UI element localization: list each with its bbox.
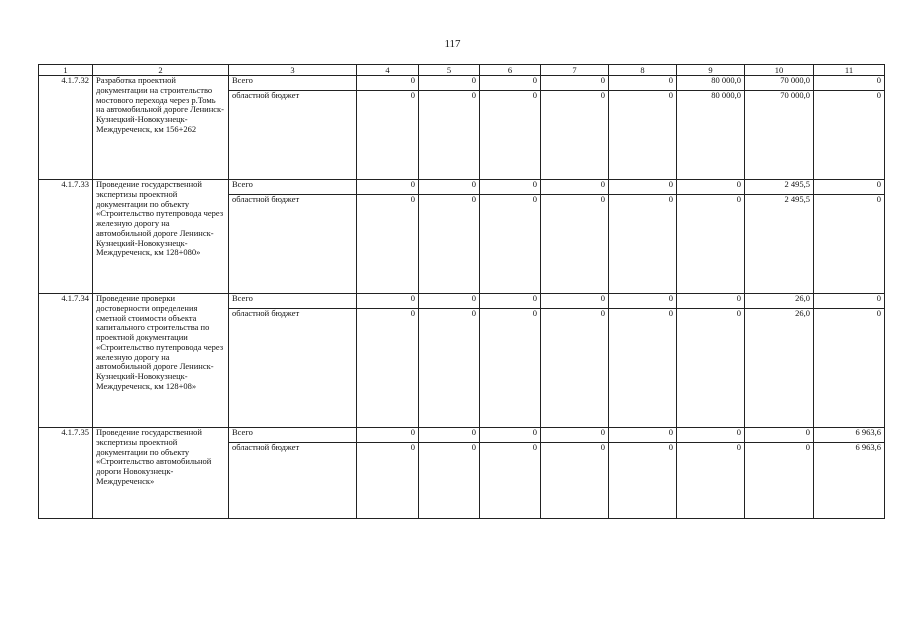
column-header: 8 [609,65,677,76]
funding-source: областной бюджет [229,195,357,294]
value-cell: 0 [480,428,541,443]
value-cell: 0 [677,428,745,443]
funding-source: Всего [229,294,357,309]
value-cell: 0 [609,180,677,195]
value-cell: 0 [541,443,609,519]
value-cell: 0 [541,91,609,180]
value-cell: 0 [480,443,541,519]
column-header: 9 [677,65,745,76]
item-code: 4.1.7.32 [39,76,93,180]
value-cell: 0 [814,180,885,195]
column-header: 10 [745,65,814,76]
value-cell: 0 [814,294,885,309]
item-code: 4.1.7.35 [39,428,93,519]
value-cell: 0 [480,294,541,309]
value-cell: 0 [357,76,419,91]
value-cell: 0 [814,76,885,91]
value-cell: 0 [419,428,480,443]
item-code: 4.1.7.33 [39,180,93,294]
budget-table [38,64,885,519]
value-cell: 0 [541,294,609,309]
funding-source: Всего [229,76,357,91]
value-cell: 0 [541,180,609,195]
value-cell: 0 [357,428,419,443]
item-name: Проведение государственной экспертизы проектной документации по объекту «Строительство автомобильной дороги Новокузнецк-Междуреченск» [93,428,229,519]
value-cell: 0 [609,309,677,428]
column-header: 11 [814,65,885,76]
item-name: Проведение государственной экспертизы проектной документации по объекту «Строительство путепровода через железную дорогу на автомобильной дороге Ленинск-Кузнецкий-Новокузнецк-Междуреченск, км 128+080» [93,180,229,294]
column-header: 1 [39,65,93,76]
value-cell: 0 [480,309,541,428]
value-cell: 80 000,0 [677,76,745,91]
value-cell: 0 [541,309,609,428]
value-cell: 0 [609,428,677,443]
value-cell: 0 [419,76,480,91]
table-row [39,294,885,309]
column-header: 2 [93,65,229,76]
column-header: 3 [229,65,357,76]
value-cell: 0 [357,180,419,195]
value-cell: 0 [541,76,609,91]
page-number: 117 [444,38,461,50]
value-cell: 0 [609,76,677,91]
table-row [39,428,885,443]
column-header: 5 [419,65,480,76]
value-cell: 0 [609,91,677,180]
value-cell: 0 [541,428,609,443]
value-cell: 26,0 [745,309,814,428]
value-cell: 0 [419,195,480,294]
funding-source: областной бюджет [229,309,357,428]
value-cell: 0 [357,195,419,294]
value-cell: 0 [677,294,745,309]
value-cell: 0 [419,180,480,195]
value-cell: 0 [609,443,677,519]
value-cell: 0 [609,294,677,309]
value-cell: 0 [745,428,814,443]
item-code: 4.1.7.34 [39,294,93,428]
value-cell: 80 000,0 [677,91,745,180]
value-cell: 0 [357,443,419,519]
value-cell: 0 [745,443,814,519]
value-cell: 2 495,5 [745,180,814,195]
value-cell: 0 [814,91,885,180]
value-cell: 0 [677,309,745,428]
column-header: 4 [357,65,419,76]
value-cell: 0 [419,309,480,428]
value-cell: 70 000,0 [745,76,814,91]
funding-source: Всего [229,180,357,195]
value-cell: 0 [419,91,480,180]
value-cell: 6 963,6 [814,428,885,443]
value-cell: 0 [357,294,419,309]
value-cell: 0 [609,195,677,294]
value-cell: 0 [419,443,480,519]
item-name: Разработка проектной документации на строительство мостового перехода через р.Томь на автомобильной дороге Ленинск-Кузнецкий-Новокузнецк-Междуреченск, км 156+262 [93,76,229,180]
value-cell: 0 [480,195,541,294]
value-cell: 6 963,6 [814,443,885,519]
value-cell: 0 [677,180,745,195]
value-cell: 0 [480,91,541,180]
table-row [39,76,885,91]
column-header: 6 [480,65,541,76]
value-cell: 0 [677,443,745,519]
funding-source: Всего [229,428,357,443]
value-cell: 0 [814,195,885,294]
column-header: 7 [541,65,609,76]
value-cell: 0 [541,195,609,294]
funding-source: областной бюджет [229,91,357,180]
value-cell: 70 000,0 [745,91,814,180]
value-cell: 26,0 [745,294,814,309]
table-row [39,180,885,195]
value-cell: 0 [357,91,419,180]
value-cell: 0 [480,180,541,195]
value-cell: 0 [677,195,745,294]
item-name: Проведение проверки достоверности определения сметной стоимости объекта капитального строительства по проектной документации «Строительство путепровода через железную дорогу на автомобильной дороге Ленинск-Кузнецкий-Новокузнецк-Междуреченск, км 128+08» [93,294,229,428]
value-cell: 0 [814,309,885,428]
value-cell: 0 [419,294,480,309]
value-cell: 0 [357,309,419,428]
funding-source: областной бюджет [229,443,357,519]
value-cell: 0 [480,76,541,91]
value-cell: 2 495,5 [745,195,814,294]
header-row [39,65,885,76]
